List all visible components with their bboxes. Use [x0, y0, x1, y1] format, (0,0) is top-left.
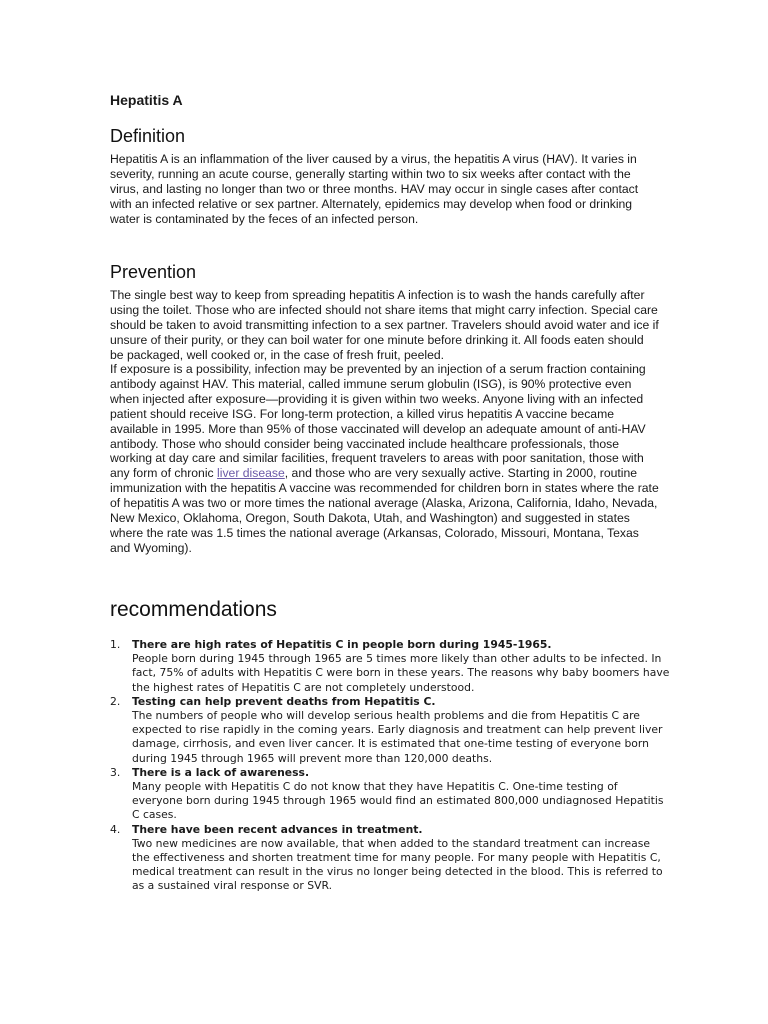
recommendation-body: Two new medicines are now available, that when added to the standard treatment can increase the effectiveness and shorten treatment time for many people. For many people with Hepatitis C, medical treatment can result in the virus no longer being detected in the blood. This is referred to as a sustained viral response or SVR. — [132, 836, 663, 893]
recommendations-list — [110, 638, 670, 894]
recommendation-title: There have been recent advances in treatment. — [132, 822, 423, 836]
recommendation-item — [110, 823, 670, 894]
prevention-paragraph-2-part-2: , and those who are very sexually active. Starting in 2000, routine immunization with the hepatitis A vaccine was recommended for children born in states where the rate of hepatitis A was two or more times the national average (Alaska, Arizona, California, Idaho, Nevada, New Mexico, Oklahoma, Oregon, South Dakota, Utah, and Washington) and suggested in states where the rate was 1.5 times the national average (Arkansas, Colorado, Missouri, Montana, Texas and Wyoming). — [110, 466, 659, 555]
definition-paragraph: Hepatitis A is an inflammation of the liver caused by a virus, the hepatitis A virus (HAV). It varies in severity, running an acute course, generally starting within two to six weeks after contact with the virus, and lasting no longer than two or three months. HAV may occur in single cases after contact with an infected relative or sex partner. Alternately, epidemics may develop when food or drinking water is contaminated by the feces of an infected person. — [110, 152, 639, 226]
liver-disease-link[interactable]: liver disease — [217, 466, 285, 481]
recommendation-title: There is a lack of awareness. — [132, 765, 310, 779]
recommendations-heading: recommendations — [110, 598, 277, 621]
recommendation-item — [110, 766, 670, 823]
recommendation-title: Testing can help prevent deaths from Hepatitis C. — [132, 694, 436, 708]
recommendation-body: People born during 1945 through 1965 are 5 times more likely than other adults to be infected. In fact, 75% of adults with Hepatitis C were born in these years. The reasons why baby boomers have the highest rates of Hepatitis C are not completely understood. — [132, 652, 670, 694]
prevention-paragraph-1: The single best way to keep from spreading hepatitis A infection is to wash the hands carefully after using the toilet. Those who are infected should not share items that might carry infection. Special care should be taken to avoid transmitting infection to a sex partner. Travelers should avoid water and ice if unsure of their purity, or they can boil water for one minute before drinking it. All foods eaten should be packaged, well cooked or, in the case of fresh fruit, peeled. — [110, 288, 659, 362]
prevention-heading: Prevention — [110, 262, 197, 282]
document-title: Hepatitis A — [110, 92, 183, 108]
recommendation-title: There are high rates of Hepatitis C in people born during 1945-1965. — [132, 638, 552, 651]
definition-heading: Definition — [110, 126, 186, 146]
recommendation-number: 3. — [110, 765, 121, 779]
prevention-paragraph-2-part-1: If exposure is a possibility, infection may be prevented by an injection of a serum fraction containing antibody against HAV. This material, called immune serum globulin (ISG), is 90% protective even when injected after exposure—providing it is given within two weeks. Anyone living with an infected patient should receive ISG. For long-term protection, a killed virus hepatitis A vaccine became available in 1995. More than 95% of those vaccinated will develop an adequate amount of anti-HAV antibody. Those who should consider being vaccinated include healthcare professionals, those working at day care and similar facilities, frequent travelers to areas with poor sanitation, those with any form of chronic — [110, 362, 646, 481]
prevention-paragraph-2 — [110, 362, 660, 556]
recommendation-number: 4. — [110, 822, 121, 836]
recommendation-item — [110, 638, 670, 695]
recommendation-body: The numbers of people who will develop serious health problems and die from Hepatitis C are expected to rise rapidly in the coming years. Early diagnosis and treatment can help prevent liver damage, cirrhosis, and even liver cancer. It is estimated that one-time testing of everyone born during 1945 through 1965 will prevent more than 120,000 deaths. — [132, 709, 663, 765]
recommendation-body: Many people with Hepatitis C do not know that they have Hepatitis C. One-time testing of everyone born during 1945 through 1965 would find an estimated 800,000 undiagnosed Hepatitis C cases. — [132, 780, 664, 822]
recommendation-number: 1. — [110, 638, 121, 651]
recommendation-number: 2. — [110, 694, 121, 708]
recommendation-item — [110, 695, 670, 766]
